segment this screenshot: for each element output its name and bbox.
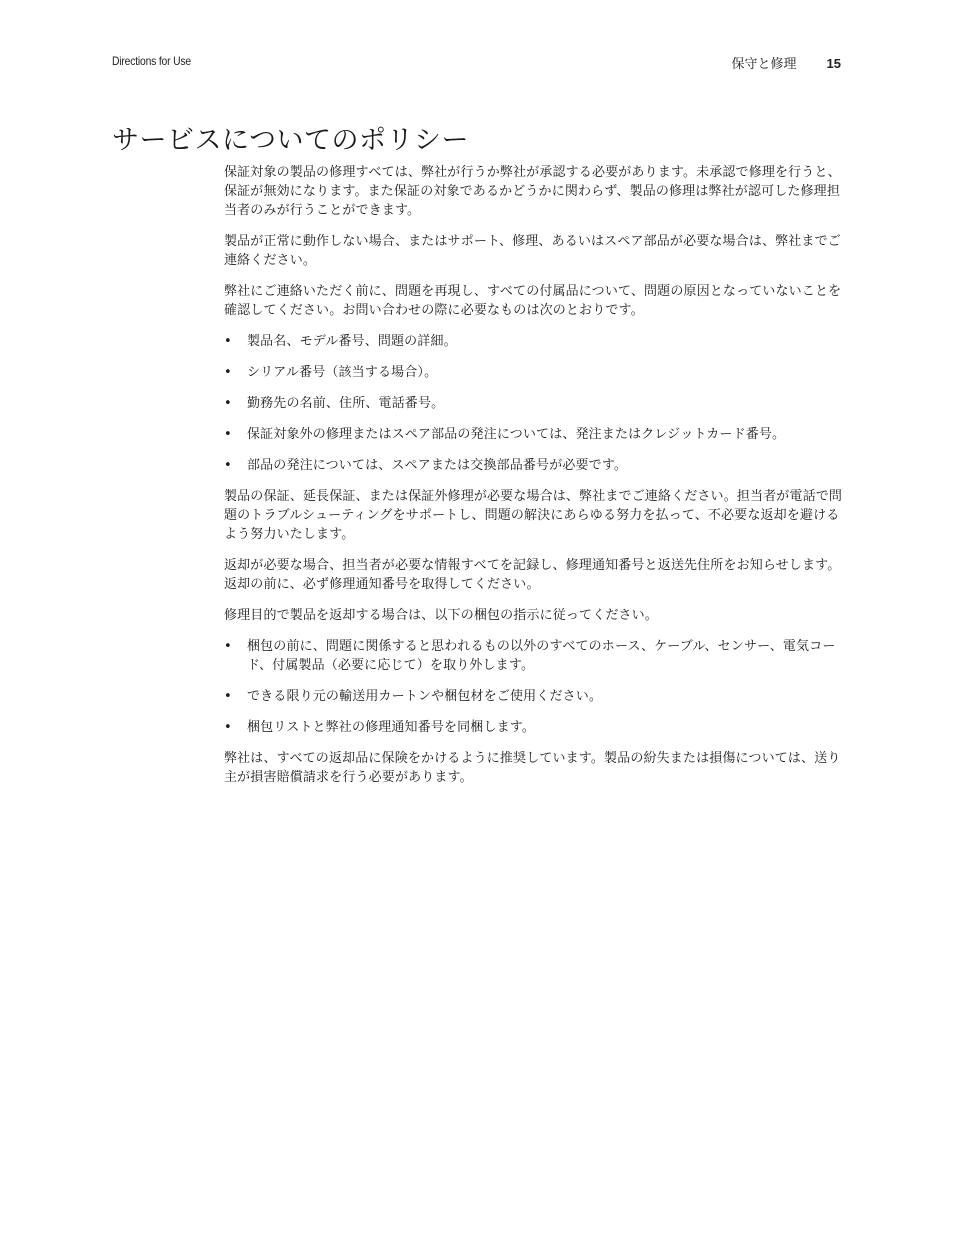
bullet-icon: • [224,689,232,704]
page-title: サービスについてのポリシー [112,125,469,156]
list-item: • シリアル番号（該当する場合）。 [224,365,438,380]
bullet-icon: • [224,365,232,380]
list-item: • できる限り元の輸送用カートンや梱包材をご使用ください。 [224,689,603,704]
paragraph-packing-intro: 修理目的で製品を返却する場合は、以下の梱包の指示に従ってください。 [224,608,658,623]
running-header-right [732,53,841,72]
page-number: 15 [826,56,841,71]
bullet-icon: • [224,458,232,473]
paragraph-return-notice: 返却が必要な場合、担当者が必要な情報すべてを記録し、修理通知番号と返送先住所をお知らせします。返却の前に、必ず修理通知番号を取得してください。 [224,558,841,592]
packing-instructions-list [224,637,844,737]
bullet-icon: • [224,334,232,349]
body-content [224,163,844,799]
list-item: • 保証対象外の修理またはスペア部品の発注については、発注またはクレジットカード番号。 [224,427,786,442]
section-name: 保守と修理 [731,57,797,72]
list-item: • 部品の発注については、スペアまたは交換部品番号が必要です。 [224,458,628,473]
bullet-icon: • [224,396,232,411]
bullet-icon: • [224,720,232,735]
list-item: • 製品名、モデル番号、問題の詳細。 [224,334,457,349]
paragraph-warranty-repairs: 保証対象の製品の修理すべては、弊社が行うか弊社が承認する必要があります。未承認で修理を行うと、保証が無効になります。また保証の対象であるかどうかに関わらず、製品の修理は弊社が認可した修理担当者のみが行うことができます。 [224,165,841,218]
running-header-title: Directions for Use [112,54,191,68]
bullet-icon: • [224,639,232,654]
list-item: • 梱包の前に、問題に関係すると思われるもの以外のすべてのホース、ケーブル、センサー、電気コード、付属製品（必要に応じて）を取り外します。 [224,639,836,673]
paragraph-contact: 製品が正常に動作しない場合、またはサポート、修理、あるいはスペア部品が必要な場合は、弊社までご連絡ください。 [224,234,841,268]
list-item: • 梱包リストと弊社の修理通知番号を同梱します。 [224,720,536,735]
paragraph-insurance: 弊社は、すべての返却品に保険をかけるように推奨しています。製品の紛失または損傷については、送り主が損害賠償請求を行う必要があります。 [224,751,841,785]
bullet-icon: • [224,427,232,442]
required-info-list [224,332,844,475]
paragraph-before-contact: 弊社にご連絡いただく前に、問題を再現し、すべての付属品について、問題の原因となっていないことを確認してください。お問い合わせの際に必要なものは次のとおりです。 [224,284,842,318]
paragraph-troubleshooting: 製品の保証、延長保証、または保証外修理が必要な場合は、弊社までご連絡ください。担当者が電話で問題のトラブルシューティングをサポートし、問題の解決にあらゆる努力を払って、不必要な返却を避けるよう努力いたします。 [224,489,843,542]
list-item: • 勤務先の名前、住所、電話番号。 [224,396,445,411]
